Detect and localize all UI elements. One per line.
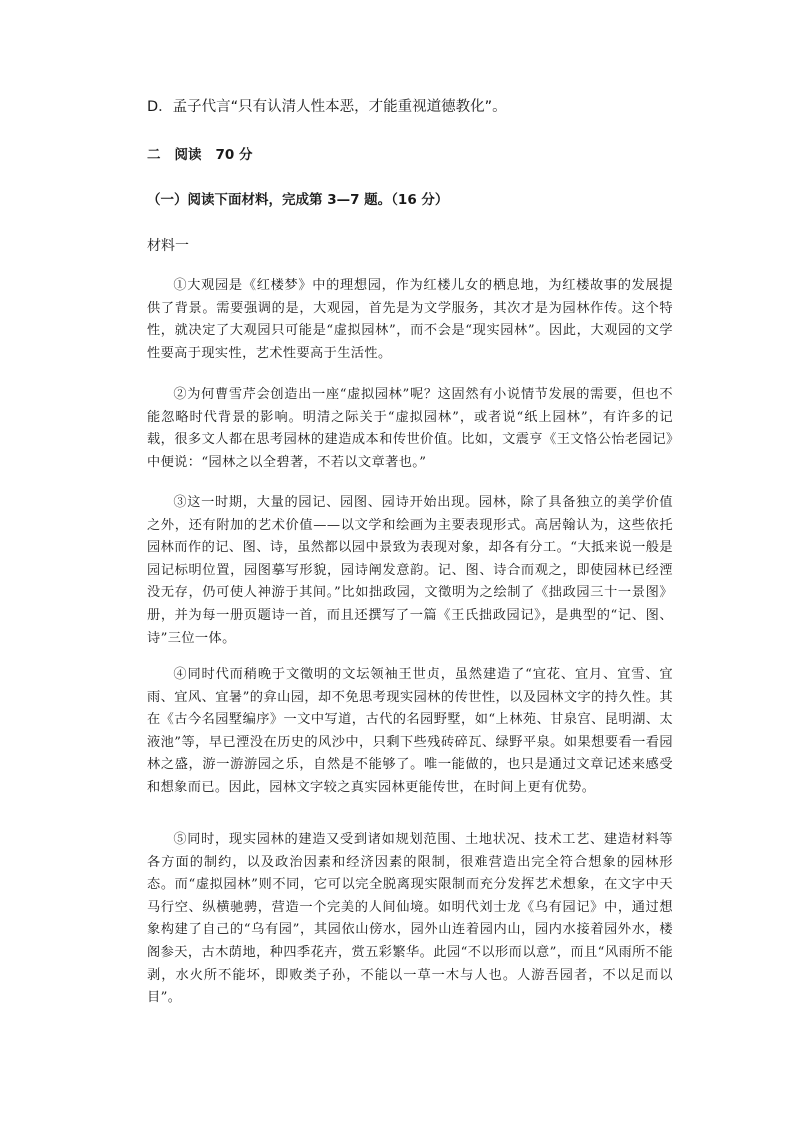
section-heading [147, 143, 253, 163]
paragraph-1: ①大观园是《红楼梦》中的理想园，作为红楼儿女的栖息地，为红楼故事的发展提供了背景。需要强调的是，大观园，首先是为文学服务，其次才是为园林作传。这个特性，就决定了大观园只可能是“虚拟园林”，而不会是“现实园林”。因此，大观园的文学性要高于现实性，艺术性要高于生活性。 [147, 278, 673, 361]
option-d: D．孟子代言“只有认清人性本恶，才能重视道德教化”。 [147, 99, 507, 115]
paragraph-3: ③这一时期，大量的园记、园图、园诗开始出现。园林，除了具备独立的美学价值之外，还有附加的艺术价值——以文学和绘画为主要表现形式。高居翰认为，这些依托园林而作的记、图、诗，虽然都以园中景致为表现对象，却各有分工。“大抵来说一般是园记标明位置，园图摹写形貌，园诗阐发意韵。记、图、诗合而观之，即使园林已经湮没无存，仍可使人神游于其间。”比如拙政园，文徵明为之绘制了《拙政园三十一景图》册，并为每一册页题诗一首，而且还撰写了一篇《王氏拙政园记》，是典型的“记、图、诗”三位一体。 [147, 495, 673, 646]
section-score: 70 分 [215, 147, 253, 163]
section-title: 阅读 [174, 147, 202, 163]
paragraph-2: ②为何曹雪芹会创造出一座“虚拟园林”呢？这固然有小说情节发展的需要，但也不能忽略时代背景的影响。明清之际关于“虚拟园林”，或者说“纸上园林”，有许多的记载，很多文人都在思考园林的建造成本和传世价值。比如，文震亨《王文恪公怡老园记》中便说：“园林之以全碧著，不若以文章著也。” [147, 387, 673, 470]
material-label: 材料一 [147, 238, 189, 254]
paragraph-4: ④同时代而稍晚于文徵明的文坛领袖王世贞，虽然建造了“宜花、宜月、宜雪、宜雨、宜风、宜暑”的弇山园，却不免思考现实园林的传世性，以及园林文字的持久性。其在《古今名园墅编序》一文中写道，古代的名园野墅，如“上林苑、甘泉宫、昆明湖、太液池”等，早已湮没在历史的风沙中，只剩下些残砖碎瓦、绿野平泉。如果想要看一看园林之盛，游一游游园之乐，自然是不能够了。唯一能做的，也只是通过文章记述来感受和想象而已。因此，园林文字较之真实园林更能传世，在时间上更有优势。 [147, 667, 673, 795]
subsection-heading: （一）阅读下面材料，完成第 3—7 题。（16 分） [147, 192, 449, 208]
paragraph-5: ⑤同时，现实园林的建造又受到诸如规划范围、土地状况、技术工艺、建造材料等各方面的制约，以及政治因素和经济因素的限制，很难营造出完全符合想象的园林形态。而“虚拟园林”则不同，它可以完全脱离现实限制而充分发挥艺术想象，在文字中天马行空、纵横驰骋，营造一个完美的人间仙境。如明代刘士龙《乌有园记》中，通过想象构建了自己的“乌有园”，其园依山傍水，园外山连着园内山，园内水接着园外水，楼阁参天，古木荫地，种四季花卉，赏五彩繁华。此园“不以形而以意”，而且“风雨所不能剥，水火所不能坏，即败类子孙，不能以一草一木与人也。人游吾园者，不以足而以目”。 [147, 832, 673, 1006]
section-number: 二 [147, 147, 161, 163]
